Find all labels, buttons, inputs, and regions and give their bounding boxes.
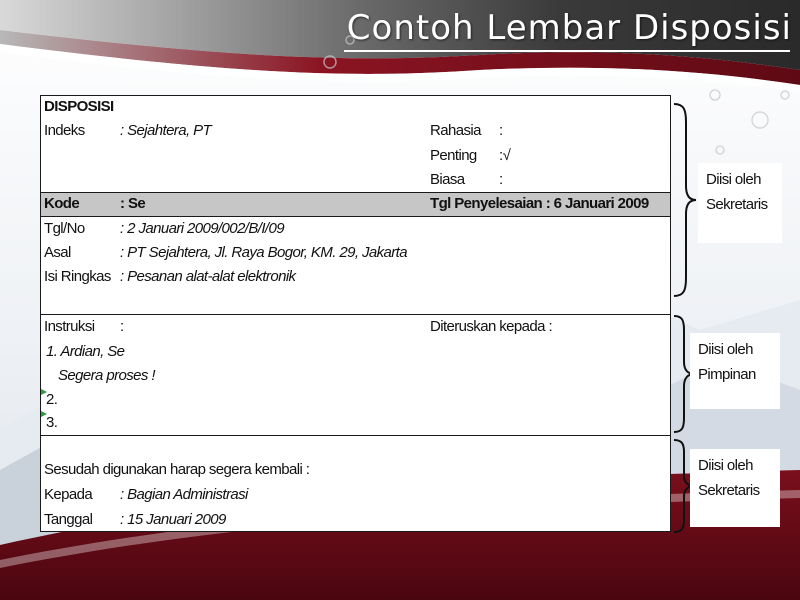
indeks-value: : Sejahtera, PT	[120, 122, 212, 139]
tgl-no-label: Tgl/No	[44, 220, 85, 237]
instruksi-item-1-note: Segera proses !	[58, 367, 155, 384]
side-label-line2: Sekretaris	[706, 196, 768, 213]
side-label-sekretaris-2	[690, 449, 780, 527]
header-section	[41, 96, 670, 192]
right-brace-icon	[672, 100, 698, 300]
sesudah-text: Sesudah digunakan harap segera kembali :	[44, 461, 310, 478]
biasa-label: Biasa	[430, 171, 465, 188]
disposition-form	[40, 95, 671, 532]
tgl-no-value: : 2 Januari 2009/002/B/I/09	[120, 220, 284, 237]
title-underline	[344, 50, 790, 52]
green-check-icon	[41, 411, 47, 417]
side-label-line1: Diisi oleh	[706, 171, 761, 188]
penting-label: Penting	[430, 147, 477, 164]
side-label-sekretaris-1	[698, 163, 782, 243]
slide-title: Contoh Lembar Disposisi	[346, 8, 792, 48]
kepada-value: : Bagian Administrasi	[120, 486, 248, 503]
letter-details-section	[41, 216, 670, 314]
instruksi-section	[41, 314, 670, 435]
side-label-line1: Diisi oleh	[698, 341, 753, 358]
side-label-line1: Diisi oleh	[698, 457, 753, 474]
tgl-penyelesaian: Tgl Penyelesaian : 6 Januari 2009	[430, 195, 649, 212]
isi-ringkas-value: : Pesanan alat-alat elektronik	[120, 268, 296, 285]
indeks-label: Indeks	[44, 122, 85, 139]
green-check-icon	[41, 389, 47, 395]
penting-value: :√	[499, 147, 511, 164]
rahasia-value: :	[499, 122, 503, 139]
kode-value: : Se	[120, 195, 146, 212]
form-heading: DISPOSISI	[44, 98, 114, 115]
side-label-pimpinan	[690, 333, 780, 409]
diteruskan-label: Diteruskan kepada :	[430, 318, 553, 335]
return-section	[41, 435, 670, 531]
instruksi-item-1: 1. Ardian, Se	[46, 343, 125, 360]
kode-label: Kode	[44, 195, 80, 212]
biasa-value: :	[499, 171, 503, 188]
instruksi-label: Instruksi	[44, 318, 95, 335]
rahasia-label: Rahasia	[430, 122, 481, 139]
tanggal-label: Tanggal	[44, 511, 93, 528]
side-label-line2: Pimpinan	[698, 366, 756, 383]
instruksi-colon: :	[120, 318, 124, 335]
instruksi-item-2: 2.	[46, 391, 58, 408]
asal-label: Asal	[44, 244, 71, 261]
kepada-label: Kepada	[44, 486, 93, 503]
asal-value: : PT Sejahtera, Jl. Raya Bogor, KM. 29, Jakarta	[120, 244, 407, 261]
instruksi-item-3: 3.	[46, 414, 58, 431]
tanggal-value: : 15 Januari 2009	[120, 511, 226, 528]
isi-ringkas-label: Isi Ringkas	[44, 268, 111, 285]
kode-row	[41, 192, 670, 216]
side-label-line2: Sekretaris	[698, 482, 760, 499]
